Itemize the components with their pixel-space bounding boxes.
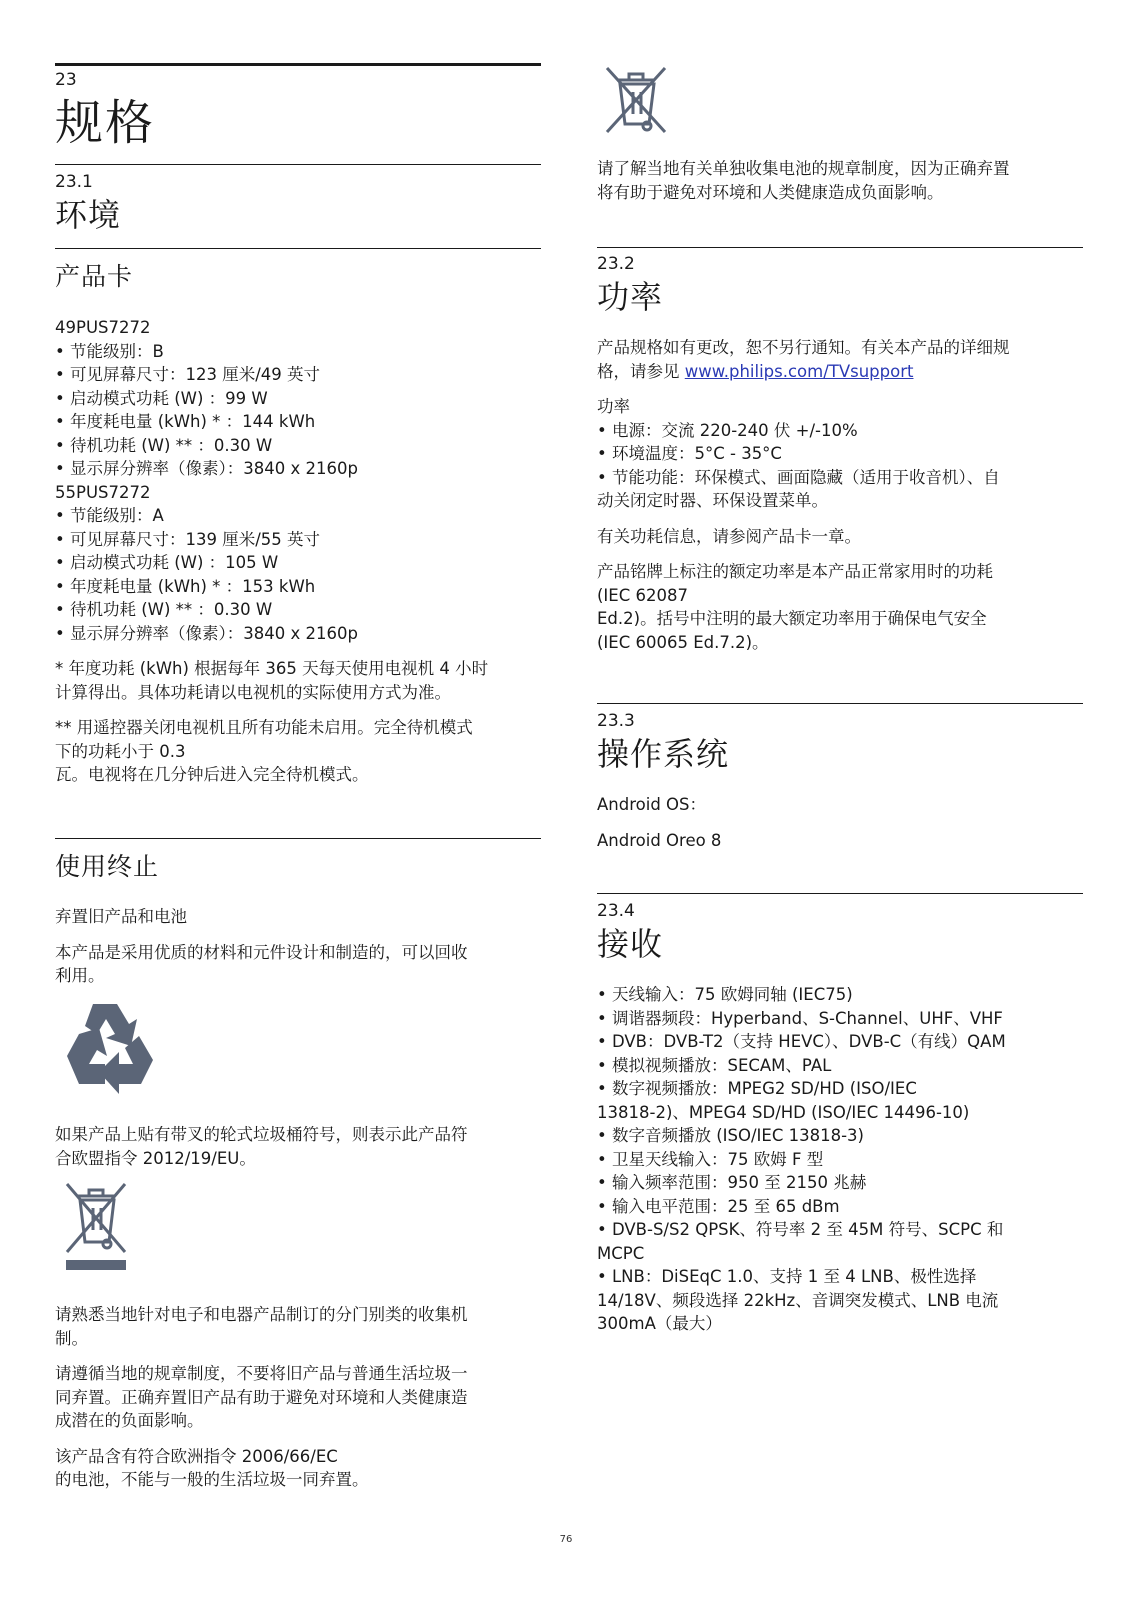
- spec-line: • 节能级别：A: [55, 506, 164, 525]
- spec-line: • DVB-S/S2 QPSK、符号率 2 至 45M 符号、SCPC 和: [597, 1220, 1004, 1239]
- spec-line: 300mA（最大）: [597, 1314, 722, 1333]
- spec-line: • 年度耗电量 (kWh) * ：153 kWh: [55, 576, 316, 596]
- paragraph: 本产品是采用优质的材料和元件设计和制造的，可以回收: [55, 942, 468, 962]
- paragraph: 产品规格如有更改，恕不另行通知。有关本产品的详细规: [597, 338, 1010, 357]
- paragraph: 制。: [55, 1328, 88, 1348]
- section-rule-23-1: [55, 164, 541, 165]
- paragraph: Ed.2)。括号中注明的最大额定功率用于确保电气安全: [597, 609, 987, 628]
- paragraph: 同弃置。正确弃置旧产品有助于避免对环境和人类健康造: [55, 1387, 468, 1407]
- spec-line: • 显示屏分辨率（像素）：3840 x 2160p: [55, 459, 358, 478]
- paragraph: 产品铭牌上标注的额定功率是本产品正常家用时的功耗: [597, 562, 993, 581]
- paragraph: 合欧盟指令 2012/19/EU。: [55, 1148, 256, 1168]
- spec-line: • 输入频率范围：950 至 2150 兆赫: [597, 1173, 867, 1192]
- footnote-1: 计算得出。具体功耗请以电视机的实际使用方式为准。: [55, 682, 451, 702]
- paragraph: (IEC 62087: [597, 585, 688, 605]
- spec-line: • 调谐器频段：Hyperband、S-Channel、UHF、VHF: [597, 1008, 1003, 1028]
- spec-line: • 待机功耗 (W) ** ：0.30 W: [55, 435, 273, 455]
- power-subheading: 功率: [597, 397, 630, 416]
- support-link[interactable]: www.philips.com/TVsupport: [684, 361, 914, 381]
- paragraph: 有关功耗信息，请参阅产品卡一章。: [597, 526, 861, 546]
- paragraph: 该产品含有符合欧洲指令 2006/66/EC: [55, 1446, 338, 1466]
- paragraph: 将有助于避免对环境和人类健康造成负面影响。: [597, 182, 944, 202]
- model-name: 55PUS7272: [55, 482, 151, 502]
- spec-line: • 节能级别：B: [55, 341, 164, 361]
- section-title-reception: 接收: [597, 925, 664, 963]
- footnote-2: 下的功耗小于 0.3: [55, 741, 186, 761]
- spec-line: • 可见屏幕尺寸：123 厘米/49 英寸: [55, 365, 321, 384]
- paragraph: [597, 360, 1083, 384]
- spec-line: • 天线输入：75 欧姆同轴 (IEC75): [597, 985, 853, 1004]
- footnote-2: 瓦。电视将在几分钟后进入完全待机模式。: [55, 765, 369, 784]
- paragraph: (IEC 60065 Ed.7.2)。: [597, 632, 769, 652]
- spec-line: • 显示屏分辨率（像素）：3840 x 2160p: [55, 623, 358, 643]
- spec-line: • 模拟视频播放：SECAM、PAL: [597, 1055, 832, 1075]
- spec-line: • 卫星天线输入：75 欧姆 F 型: [597, 1149, 824, 1169]
- spec-line: • 启动模式功耗 (W) ：99 W: [55, 388, 268, 408]
- paragraph: 请遵循当地的规章制度，不要将旧产品与普通生活垃圾一: [55, 1364, 468, 1383]
- spec-line: • 数字音频播放 (ISO/IEC 13818-3): [597, 1126, 864, 1145]
- spec-line: • DVB：DVB-T2（支持 HEVC）、DVB-C（有线）QAM: [597, 1032, 1006, 1051]
- recycle-icon: [59, 998, 159, 1094]
- spec-line: • 电源：交流 220-240 伏 +/-10%: [597, 420, 858, 440]
- section-rule-23-3: [597, 703, 1083, 704]
- chapter-number: 23: [55, 70, 77, 90]
- spec-line: 动关闭定时器、环保设置菜单。: [597, 491, 828, 510]
- paragraph: 成潜在的负面影响。: [55, 1411, 204, 1430]
- footnote-2: ** 用遥控器关闭电视机且所有功能未启用。完全待机模式: [55, 718, 473, 737]
- section-number-23-4: 23.4: [597, 901, 635, 921]
- disposal-heading: 弃置旧产品和电池: [55, 907, 187, 926]
- section-number-23-1: 23.1: [55, 172, 93, 192]
- os-version: Android Oreo 8: [597, 830, 722, 850]
- paragraph: 的电池，不能与一般的生活垃圾一同弃置。: [55, 1470, 369, 1489]
- section-number-23-2: 23.2: [597, 254, 635, 274]
- battery-text: [597, 157, 1083, 204]
- crossed-bin-battery-icon: [603, 66, 669, 134]
- os-label: Android OS：: [597, 795, 706, 814]
- paragraph: 如果产品上贴有带叉的轮式垃圾桶符号，则表示此产品符: [55, 1125, 468, 1144]
- chapter-rule: [55, 63, 541, 66]
- spec-line: • 待机功耗 (W) ** ：0.30 W: [55, 600, 273, 619]
- spec-line: 13818-2)、MPEG4 SD/HD (ISO/IEC 14496-10): [597, 1102, 970, 1122]
- paragraph: 请熟悉当地针对电子和电器产品制订的分门别类的收集机: [55, 1305, 468, 1324]
- power-content: [597, 336, 1083, 654]
- section-rule-23-2: [597, 247, 1083, 248]
- spec-line: MCPC: [597, 1243, 645, 1263]
- reception-content: [597, 983, 1083, 1336]
- spec-line: • 启动模式功耗 (W) ：105 W: [55, 553, 279, 572]
- section-number-23-3: 23.3: [597, 711, 635, 731]
- section-title-environment: 环境: [55, 196, 122, 234]
- end-of-use-text-2: [55, 1123, 541, 1170]
- product-card-content: [55, 316, 541, 787]
- os-content: [597, 793, 1083, 852]
- section-title-power: 功率: [597, 278, 664, 316]
- spec-line: • 输入电平范围：25 至 65 dBm: [597, 1196, 840, 1216]
- spec-line: • 年度耗电量 (kWh) * ：144 kWh: [55, 412, 316, 431]
- spec-line: • 数字视频播放：MPEG2 SD/HD (ISO/IEC: [597, 1079, 917, 1098]
- paragraph: 利用。: [55, 966, 105, 985]
- subsection-rule-product-card: [55, 248, 541, 249]
- spec-line: • LNB：DiSEqC 1.0、支持 1 至 4 LNB、极性选择: [597, 1267, 977, 1286]
- chapter-title: 规格: [55, 95, 156, 151]
- section-rule-23-4: [597, 893, 1083, 894]
- model-name: 49PUS7272: [55, 318, 151, 337]
- section-title-os: 操作系统: [597, 735, 730, 773]
- end-of-use-text-3: [55, 1303, 541, 1492]
- end-of-use-text-1: [55, 905, 541, 988]
- subsection-rule-end-of-use: [55, 838, 541, 839]
- spec-line: 14/18V、频段选择 22kHz、音调突发模式、LNB 电流: [597, 1290, 999, 1310]
- intro-prefix: 格，请参见: [597, 361, 685, 381]
- subsection-title-product-card: 产品卡: [55, 262, 134, 291]
- subsection-title-end-of-use: 使用终止: [55, 852, 160, 881]
- spec-line: • 可见屏幕尺寸：139 厘米/55 英寸: [55, 529, 321, 549]
- spec-line: • 节能功能：环保模式、画面隐藏（适用于收音机）、自: [597, 467, 1000, 487]
- crossed-bin-icon: [63, 1180, 129, 1272]
- spec-line: • 环境温度：5°C - 35°C: [597, 444, 782, 463]
- paragraph: 请了解当地有关单独收集电池的规章制度，因为正确弃置: [597, 159, 1010, 178]
- page-number: 76: [559, 1534, 573, 1545]
- footnote-1: * 年度功耗 (kWh) 根据每年 365 天每天使用电视机 4 小时: [55, 659, 489, 678]
